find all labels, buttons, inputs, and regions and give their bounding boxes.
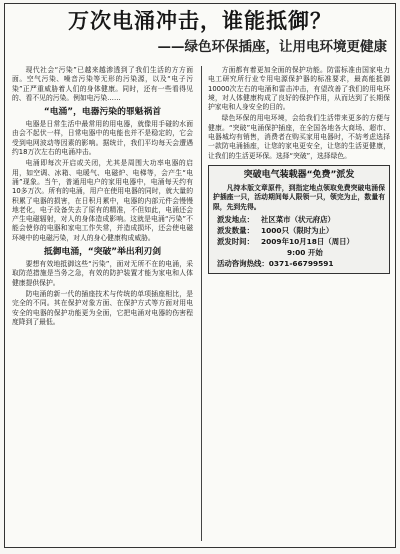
info-value: 1000只（限时为止） bbox=[261, 225, 334, 235]
intro-paragraph: 现代社会“污染”已越来越渗透到了我们生活的方方面面。空气污染、噪音污染等无形的污染源，以及“电子污染”正严重威胁着人们的身体健康。同时，还有一些看得见的、看不见的污染。例如电污染…… bbox=[12, 66, 193, 102]
giveaway-box bbox=[208, 165, 390, 274]
newspaper-clipping bbox=[4, 3, 396, 548]
giveaway-info bbox=[213, 214, 385, 269]
subheadline: ——绿色环保插座，让用电环境更健康 bbox=[157, 39, 387, 55]
giveaway-text: 凡持本版文章原件，到指定地点领取免费突破电涌保护插座一只，活动期间每人限领一只，领完为止，数量有限，先到先得。 bbox=[213, 183, 385, 211]
info-value: 2009年10月18日（周日） bbox=[261, 236, 354, 246]
info-row-quantity bbox=[217, 225, 385, 236]
section-title-defense: 抵御电涌，“突破”举出利刃剑 bbox=[43, 247, 162, 258]
info-start-time: 9:00 开始 bbox=[287, 247, 323, 257]
info-row-date bbox=[217, 236, 385, 247]
info-label: 派发数量： bbox=[217, 225, 254, 235]
info-label: 派发时间： bbox=[217, 236, 254, 246]
right-paragraph-2: 绿色环保的用电环境，会给我们生活带来更多的方便与健康。“突破”电涌保护插座，在全国各地各大商场、超市、电器城均有销售，消费者在购买家用电器时，不妨考虑选择一款防电涌插座，让您的家电更安全，让您的生活更健康，让我们的生活更环保。选择“突破”，选择绿色。 bbox=[208, 114, 390, 160]
defense-paragraph-1: 要想有效地抵御这些“污染”，面对无所不在的电涌，采取防范措施是当务之急，有效的防护装置才能为家电和人体健康提供保护。 bbox=[12, 260, 193, 287]
info-row-location bbox=[217, 214, 385, 225]
left-column bbox=[12, 66, 193, 543]
section-title-surge: “电涌”，电器污染的罪魁祸首 bbox=[43, 107, 162, 118]
right-column bbox=[208, 66, 390, 543]
info-label: 活动咨询热线： bbox=[217, 258, 269, 268]
right-paragraph-1: 方面都有着更加全面的保护功能。防雷标准由国家电力电工研究所行业专用电源保护器的标准要求，最高能抵御10000次左右的电涌和雷击冲击，有望改善了我们的用电环境，对人体健康构成了良好的保护作用，从而达到了长期保护家电和人身安全的目的。 bbox=[208, 66, 390, 112]
info-row-hotline bbox=[217, 258, 385, 269]
headline: 万次电涌冲击，谁能抵御？ bbox=[68, 8, 332, 33]
info-label: 派发地点： bbox=[217, 214, 254, 224]
hotline-number: 0371-66799591 bbox=[268, 258, 334, 268]
column-divider bbox=[201, 66, 202, 541]
defense-paragraph-2: 防电涌的新一代的插座技术与传统的单项插座相比，是完全的不同。其在保护对象方面、在保护方式等方面对用电安全的电器的保护功能更为全面，它把电涌对电器的伤害程度降到了最低。 bbox=[12, 289, 193, 326]
giveaway-title: 突破电气装载器“免费”派发 bbox=[243, 169, 355, 180]
info-value: 社区菜市（状元府店） bbox=[261, 214, 335, 224]
surge-paragraph-2: 电涌即每次开启或关闭，尤其是周围大功率电器的启用，如空调、冰箱、电暖气、电磁炉、电梯等，会产生“电涌”现象。当午，普通用电户的家用电器中，电涌每天约有10多万次。所有的电涌，用户在使用电器的同时，就大量的积累了电器的损害，在日积月累中，电器的内部元件会慢慢地老化，电子设备失去了原有的精准，不但如此，电涌还会产生电磁辐射，对人的身体造成影响。这就是电涌“污染”不能会使你的电器和家电工作失常，并造成损坏，还会使电磁环境中的电磁污染，对人的身心健康构成威胁。 bbox=[12, 159, 193, 242]
surge-paragraph-1: 电器是日常生活中最常用的用电器，就像用手碰的水面由会不起伏一样，日常电器中的电能也并不是稳定的，它会受到电网波动等因素的影响。据统计，我们平均每天会遭遇约18万次左右的电涌冲击。 bbox=[12, 120, 193, 157]
